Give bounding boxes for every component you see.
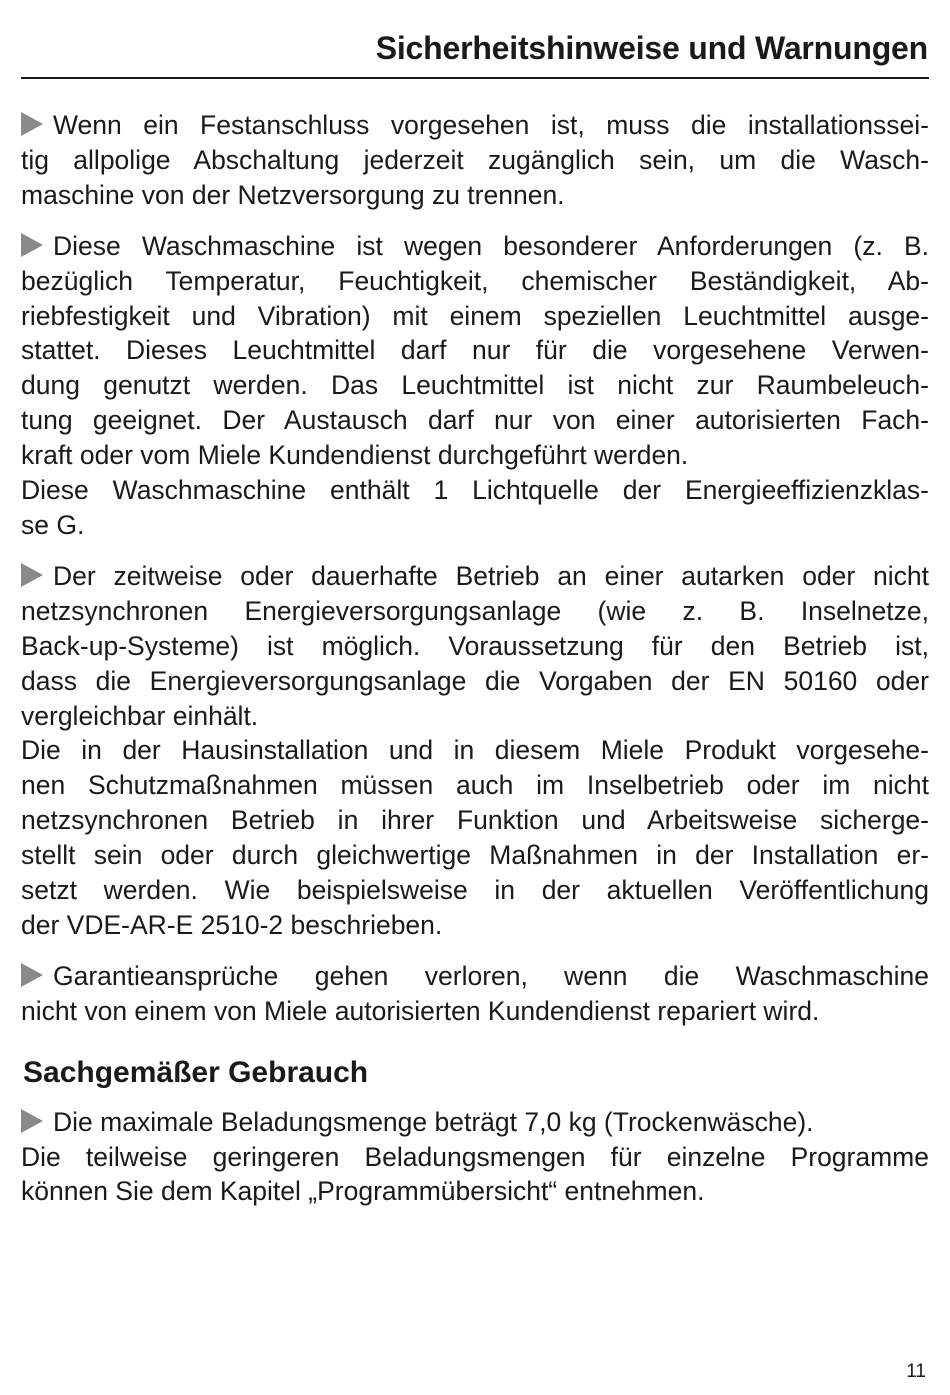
paragraph-line: netzsynchronen Betrieb in ihrer Funktion und Arbeitsweise sicherge-	[21, 805, 929, 836]
paragraph-line: tung geeignet. Der Austausch darf nur von einer autorisierten Fach-	[21, 405, 929, 436]
paragraph-line: Die maximale Beladungsmenge beträgt 7,0 kg (Trockenwäsche).	[53, 1106, 814, 1137]
header-divider	[21, 77, 929, 79]
paragraph-line: Wenn ein Festanschluss vorgesehen ist, muss die installationssei-	[53, 110, 929, 140]
paragraph-line: se G.	[21, 509, 85, 540]
paragraph-line: dass die Energieversorgungsanlage die Vorgaben der EN 50160 oder	[21, 665, 929, 696]
paragraph-line: stattet. Dieses Leuchtmittel darf nur für die vorgesehene Verwen-	[21, 335, 929, 366]
triangle-bullet-icon	[21, 563, 43, 587]
usage-paragraph-1	[21, 1105, 929, 1210]
page-number: 11	[906, 1361, 926, 1382]
paragraph-line: maschine von der Netzversorgung zu trennen.	[21, 179, 565, 210]
warning-paragraph-2	[21, 229, 929, 543]
paragraph-line: Die in der Hausinstallation und in diesem Miele Produkt vorgesehe-	[21, 735, 929, 766]
paragraph-line: der VDE-AR-E 2510-2 beschrieben.	[21, 909, 443, 940]
paragraph-line: vergleichbar einhält.	[21, 700, 259, 731]
paragraph-line: können Sie dem Kapitel „Programmübersicht“ entnehmen.	[21, 1176, 705, 1207]
triangle-bullet-icon	[21, 963, 43, 987]
paragraph-line: tig allpolige Abschaltung jederzeit zugänglich sein, um die Wasch-	[21, 144, 929, 175]
warning-paragraph-1	[21, 108, 929, 213]
paragraph-line: nicht von einem von Miele autorisierten Kundendienst repariert wird.	[21, 995, 820, 1026]
paragraph-line: Back-up-Systeme) ist möglich. Voraussetzung für den Betrieb ist,	[21, 630, 929, 661]
warning-paragraph-4	[21, 959, 929, 1029]
paragraph-line: Der zeitweise oder dauerhafte Betrieb an einer autarken oder nicht	[53, 560, 929, 591]
paragraph-line: bezüglich Temperatur, Feuchtigkeit, chemischer Beständigkeit, Ab-	[21, 265, 929, 296]
triangle-bullet-icon	[21, 1109, 43, 1133]
triangle-bullet-icon	[21, 233, 43, 257]
paragraph-line: Diese Waschmaschine ist wegen besonderer Anforderungen (z. B.	[53, 230, 929, 261]
paragraph-line: kraft oder vom Miele Kundendienst durchgeführt werden.	[21, 440, 689, 471]
section-heading: Sachgemäßer Gebrauch	[23, 1055, 369, 1089]
paragraph-line: nen Schutzmaßnahmen müssen auch im Inselbetrieb oder im nicht	[21, 770, 929, 801]
paragraph-line: Diese Waschmaschine enthält 1 Lichtquelle der Energieeffizienzklas-	[21, 475, 929, 506]
page-header-title: Sicherheitshinweise und Warnungen	[375, 30, 928, 66]
warning-paragraph-3	[21, 559, 929, 943]
paragraph-line: dung genutzt werden. Das Leuchtmittel ist nicht zur Raumbeleuch-	[21, 370, 929, 401]
paragraph-line: riebfestigkeit und Vibration) mit einem speziellen Leuchtmittel ausge-	[21, 300, 929, 331]
triangle-bullet-icon	[21, 112, 43, 136]
paragraph-line: Die teilweise geringeren Beladungsmengen für einzelne Programme	[21, 1141, 929, 1172]
paragraph-line: Garantieansprüche gehen verloren, wenn die Waschmaschine	[53, 960, 929, 991]
paragraph-line: netzsynchronen Energieversorgungsanlage (wie z. B. Inselnetze,	[21, 595, 929, 626]
paragraph-line: stellt sein oder durch gleichwertige Maßnahmen in der Installation er-	[21, 840, 929, 871]
content-area	[21, 108, 929, 1225]
paragraph-line: setzt werden. Wie beispielsweise in der aktuellen Veröffentlichung	[21, 875, 929, 906]
